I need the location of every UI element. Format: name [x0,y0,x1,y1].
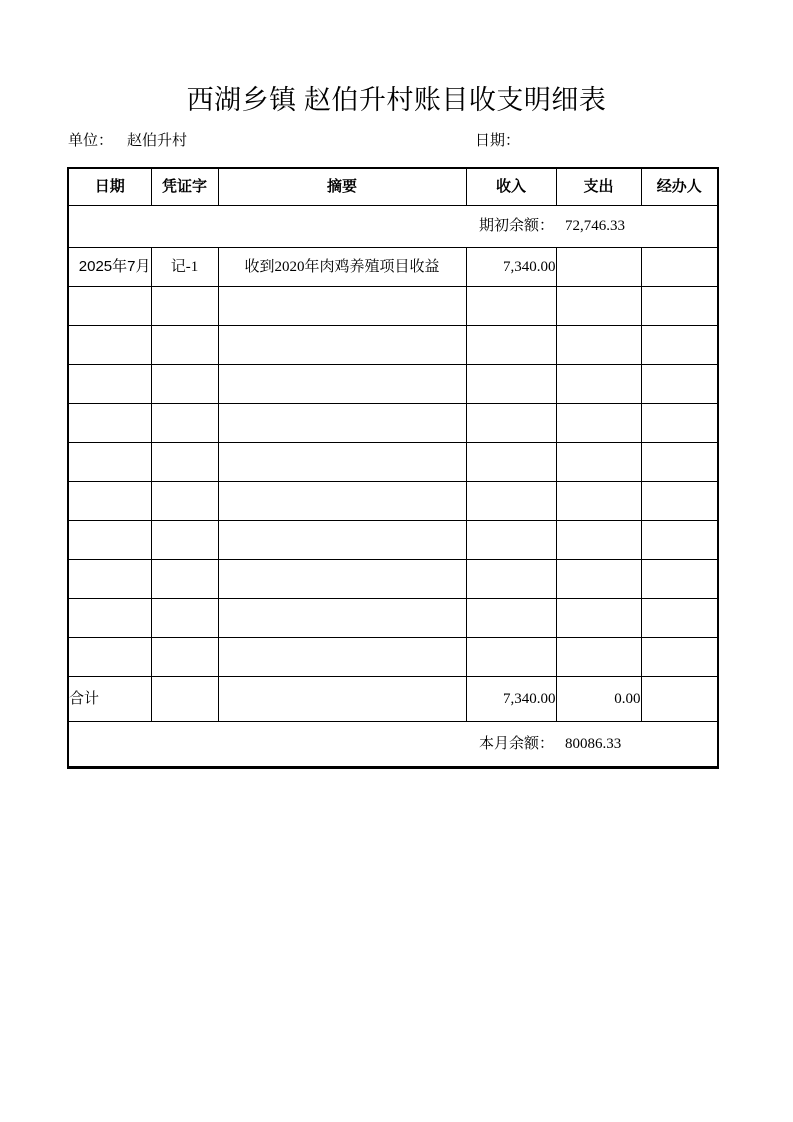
row-handler-cell [641,364,718,403]
total-income-cell: 7,340.00 [466,676,556,721]
row-expense-cell [556,520,641,559]
row-summary-cell [218,286,466,325]
opening-balance-cell [68,205,718,247]
table-row [68,364,718,403]
row-handler-cell [641,247,718,286]
table-row [68,520,718,559]
row-summary-cell [218,325,466,364]
monthly-balance-value: 80086.33 [565,735,622,752]
header-voucher: 凭证字 [151,168,218,205]
opening-balance-value: 72,746.33 [565,218,626,234]
row-summary-cell [218,559,466,598]
row-handler-cell [641,286,718,325]
row-income-cell [466,325,556,364]
table-row [68,559,718,598]
table-row [68,325,718,364]
page-title: 西湖乡镇 赵伯升村账目收支明细表 [186,85,607,115]
row-income-cell [466,286,556,325]
row-handler-cell [641,442,718,481]
row-handler-cell [641,637,718,676]
row-handler-cell [641,481,718,520]
opening-balance-row [68,205,718,247]
header-income: 收入 [466,168,556,205]
row-income-cell [466,637,556,676]
row-voucher-cell [151,403,218,442]
row-voucher-cell: 记-1 [151,247,218,286]
row-expense-cell [556,637,641,676]
row-expense-cell [556,559,641,598]
row-income-cell [466,598,556,637]
row-date-cell [68,286,151,325]
monthly-balance-row [68,721,718,767]
row-date-cell [68,403,151,442]
table-row [68,286,718,325]
row-summary-cell [218,637,466,676]
row-income-cell [466,364,556,403]
total-voucher-cell [151,676,218,721]
row-handler-cell [641,520,718,559]
row-handler-cell [641,325,718,364]
total-row [68,676,718,721]
row-date-cell [68,598,151,637]
row-income-cell: 7,340.00 [466,247,556,286]
row-income-cell [466,520,556,559]
monthly-balance-label: 本月余额： [479,735,555,752]
row-summary-cell [218,442,466,481]
row-summary-cell [218,481,466,520]
row-handler-cell [641,559,718,598]
unit-value: 赵伯升村 [127,133,188,149]
row-summary-cell [218,520,466,559]
monthly-balance-cell [68,721,718,767]
total-summary-cell [218,676,466,721]
row-expense-cell [556,481,641,520]
row-expense-cell [556,247,641,286]
table-header-row [68,168,718,205]
row-voucher-cell [151,481,218,520]
row-expense-cell [556,325,641,364]
total-handler-cell [641,676,718,721]
row-voucher-cell [151,559,218,598]
row-income-cell [466,559,556,598]
header-summary: 摘要 [218,168,466,205]
row-date-cell [68,364,151,403]
table-row [68,442,718,481]
row-date-cell [68,325,151,364]
row-expense-cell [556,442,641,481]
row-date-cell [68,481,151,520]
total-label: 合计 [68,676,151,721]
table-row [68,247,718,286]
row-summary-cell [218,364,466,403]
table-row [68,481,718,520]
row-date-cell [68,442,151,481]
row-expense-cell [556,598,641,637]
row-income-cell [466,403,556,442]
row-date-cell: 2025年7月 [68,247,151,286]
row-voucher-cell [151,325,218,364]
header-date: 日期 [68,168,151,205]
row-date-cell [68,559,151,598]
table-row [68,637,718,676]
row-summary-cell [218,403,466,442]
row-expense-cell [556,286,641,325]
header-expense: 支出 [556,168,641,205]
ledger-table [67,167,719,769]
row-voucher-cell [151,442,218,481]
row-voucher-cell [151,637,218,676]
row-summary-cell: 收到2020年肉鸡养殖项目收益 [218,247,466,286]
row-voucher-cell [151,520,218,559]
row-handler-cell [641,598,718,637]
table-row [68,598,718,637]
row-voucher-cell [151,364,218,403]
row-summary-cell [218,598,466,637]
unit-label: 单位： [68,133,114,149]
opening-balance-label: 期初余额： [479,218,555,234]
table-row [68,403,718,442]
row-voucher-cell [151,286,218,325]
row-income-cell [466,481,556,520]
row-income-cell [466,442,556,481]
row-expense-cell [556,364,641,403]
total-expense-cell: 0.00 [556,676,641,721]
row-handler-cell [641,403,718,442]
header-handler: 经办人 [641,168,718,205]
row-expense-cell [556,403,641,442]
row-voucher-cell [151,598,218,637]
row-date-cell [68,520,151,559]
date-label: 日期： [475,133,521,149]
row-date-cell [68,637,151,676]
